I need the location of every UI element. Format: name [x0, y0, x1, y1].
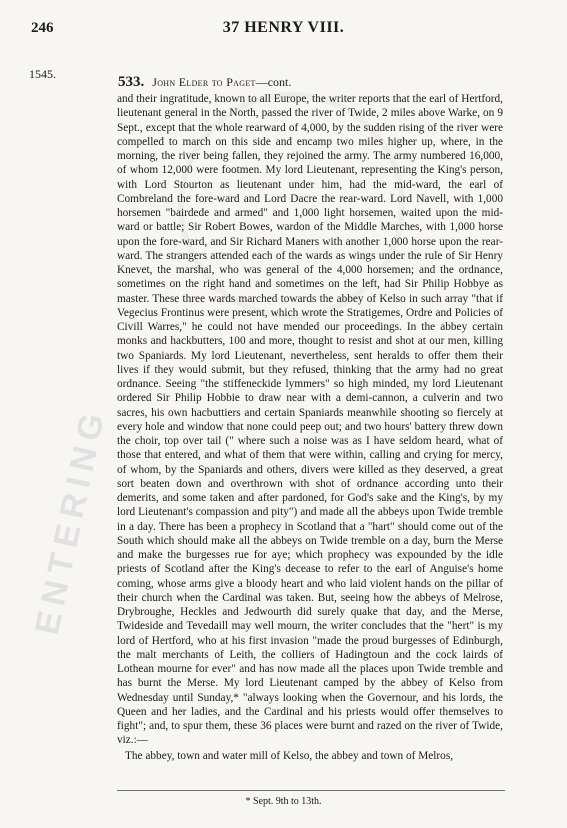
body-line: at his first invasion "made the proud burgesses of Edinburgh, the malt	[117, 634, 503, 661]
body-line: with 1,000 horsemen "bairdede and armed" and 1,000 light horsemen,	[117, 192, 503, 219]
body-line: Lothean mourne for ever" and has now made all the places upon Twide	[117, 663, 446, 675]
body-line: Lord Stourton as lieutenant under him, had the mid-ward, the earl of	[144, 178, 504, 191]
body-line: them their lives if they would submit, but they refused, thinking that the	[117, 349, 503, 376]
body-line: Middle Marches, with 1,000 horse upon the fore-ward, and Sir Richard	[117, 221, 504, 248]
body-line: according unto their demerits, and some taken and after pardoned, for	[117, 477, 504, 504]
body-line: minded, my lord Lieutenant ordered Sir Philip Hobbie to draw near	[117, 378, 504, 405]
body-line: Governour, and his lords, the Queen and her ladies, and the Cardinal and	[117, 691, 503, 718]
body-line: Anguise's home coming, whose arms give a bloody heart and who laid	[117, 563, 503, 590]
body-line: the marshal, who was general of the 4,000 horsemen; and the ordnance,	[157, 264, 503, 276]
body-line: merchants of Leith, the colliers of Hadingtoun and the cock lairds of	[162, 648, 503, 661]
body-line: and make the burgesses rue for aye; which prophecy was expounded by	[117, 549, 463, 561]
body-line: should make all the abbeys on Twide tremble on a day, burn the Merse	[177, 534, 503, 547]
running-head: 37 HENRY VIII.	[222, 19, 345, 36]
body-line: two Spaniards. My lord Lieutenant, nevertheless, sent heralds to offer	[117, 349, 450, 362]
body-line: not have mended our proceedings. In the abbey certain monks and	[117, 321, 503, 348]
body-line: the idle priests of Scotland after the King's decease to refer to the earl of	[117, 549, 503, 576]
page-number: 246	[31, 20, 54, 36]
body-line: But, seeing how the abbeys of Melrose, Drybroughe, Heckles and Jedwourth	[117, 591, 503, 618]
footnote: * Sept. 9th to 13th.	[245, 796, 322, 807]
body-line: Combreland the fore-ward and Lord Dacre the rear-ward. Lord Navell,	[117, 192, 450, 205]
body-line: tremble and has burnt the Merse. My lord Lieutenant camped by the abbey	[117, 663, 504, 690]
body-line: that entered, and what of them that were within, calling and crying for	[144, 449, 470, 462]
body-line: his priests would offer themselves to fight"; and, to spur them, these	[117, 705, 503, 732]
body-line: Hobbye as master. These three wards marched towards the abbey of	[117, 278, 503, 305]
body-line: certain Spaniards meanwhile shooting so fiercely at every hole and window	[117, 406, 504, 433]
body-line: waited upon the mid-ward or battle; Sir Robert Bowes, wardon of the	[117, 207, 503, 234]
body-line: and made all the abbeys upon Twide tremble in a day. There has been a	[117, 506, 503, 533]
body-line: army had no great ordnance. Seeing "the stiffeneckide lymmers" so high	[117, 363, 504, 390]
body-line: violent hands on the pillar of their church when the Cardinal was taken.	[117, 577, 503, 604]
entry-heading	[118, 74, 291, 91]
body-line: 36 places were burnt and razed on the river of Twide, viz.:—	[117, 720, 503, 747]
body-line: God's sake and the King's, by my lord Lieutenant's compassion and pity")	[117, 492, 503, 519]
body-line: over tail (" where such a noise was as I have seldom heard, what of those	[117, 435, 504, 462]
body-line: of Kelso from Wednesday until Sunday,* "always looking when the	[117, 677, 503, 704]
watermark-text: ENTERING	[28, 403, 114, 638]
body-line: were footmen. My lord Lieutenant, representing the King's person, with	[117, 164, 503, 191]
body-line: deserved, a great sort beaten down and overthrown with shot of ordnance	[117, 463, 503, 490]
body-line: of Hertford, lieutenant general in the North, passed the river of Twide, 2	[117, 93, 504, 120]
body-line: that none could peep out; and two hours' battery threw down the choir, top	[117, 420, 503, 447]
body-line: prophecy in Scotland that a "hart" should come out of the South which	[117, 520, 503, 547]
body-line: attended each of the wards as wings under the rule of Sir Henry Knevet,	[117, 249, 503, 276]
body-line: wrote the Stratigemes, Ordre and Policies of Civill Warres," he could	[117, 306, 503, 333]
body-line: with a demi-cannon, a culverin and two sacres, his own hacbuttiers and	[117, 392, 504, 419]
body-line: sometimes on the right hand and sometimes on the left, had Sir Philip	[117, 278, 450, 291]
footnote-rule	[117, 790, 505, 791]
body-line: mourn, the writer concludes that the "hert" is my lord of Hertford, who	[117, 620, 503, 647]
body-line: and their ingratitude, known to all Europe, the writer reports that the earl	[117, 93, 447, 105]
body-line: did surely quake that day, and the Merse, Twideside and Tevedaill may well	[117, 606, 504, 633]
body-line: hackbutters, 100 and more, thought to resist and shot at our men, killing	[170, 335, 503, 348]
body-line: miles above Warke, on 9 Sept., except that the whole rearward of 4,000,	[117, 107, 503, 134]
body-paragraph	[117, 92, 503, 748]
margin-year: 1545.	[29, 67, 56, 81]
body-line: by the sudden rising of the river were compelled to march on this side and	[117, 121, 503, 148]
body-line: Kelso in such array "that if Vegecius Frontinus were present, which	[117, 292, 503, 319]
entry-cont-marker: —cont.	[255, 75, 292, 89]
entry-number: 533.	[118, 74, 145, 90]
body-line: mercy, of whom, by the Spaniards and others, divers were killed as they	[117, 449, 504, 476]
body-continuation: The abbey, town and water mill of Kelso, the abbey and town of Melros,	[125, 749, 454, 762]
body-line: encamp two miles higher up, where, in the morning, the river being fallen,	[117, 135, 504, 162]
body-line: Maners with another 1,000 horse upon the rear-ward. The strangers	[117, 235, 503, 262]
body-text	[117, 92, 503, 763]
entry-title: John Elder to Paget	[152, 75, 256, 89]
body-line: they rejoined the army. The army numbered 16,000, of whom 12,000	[117, 150, 504, 177]
